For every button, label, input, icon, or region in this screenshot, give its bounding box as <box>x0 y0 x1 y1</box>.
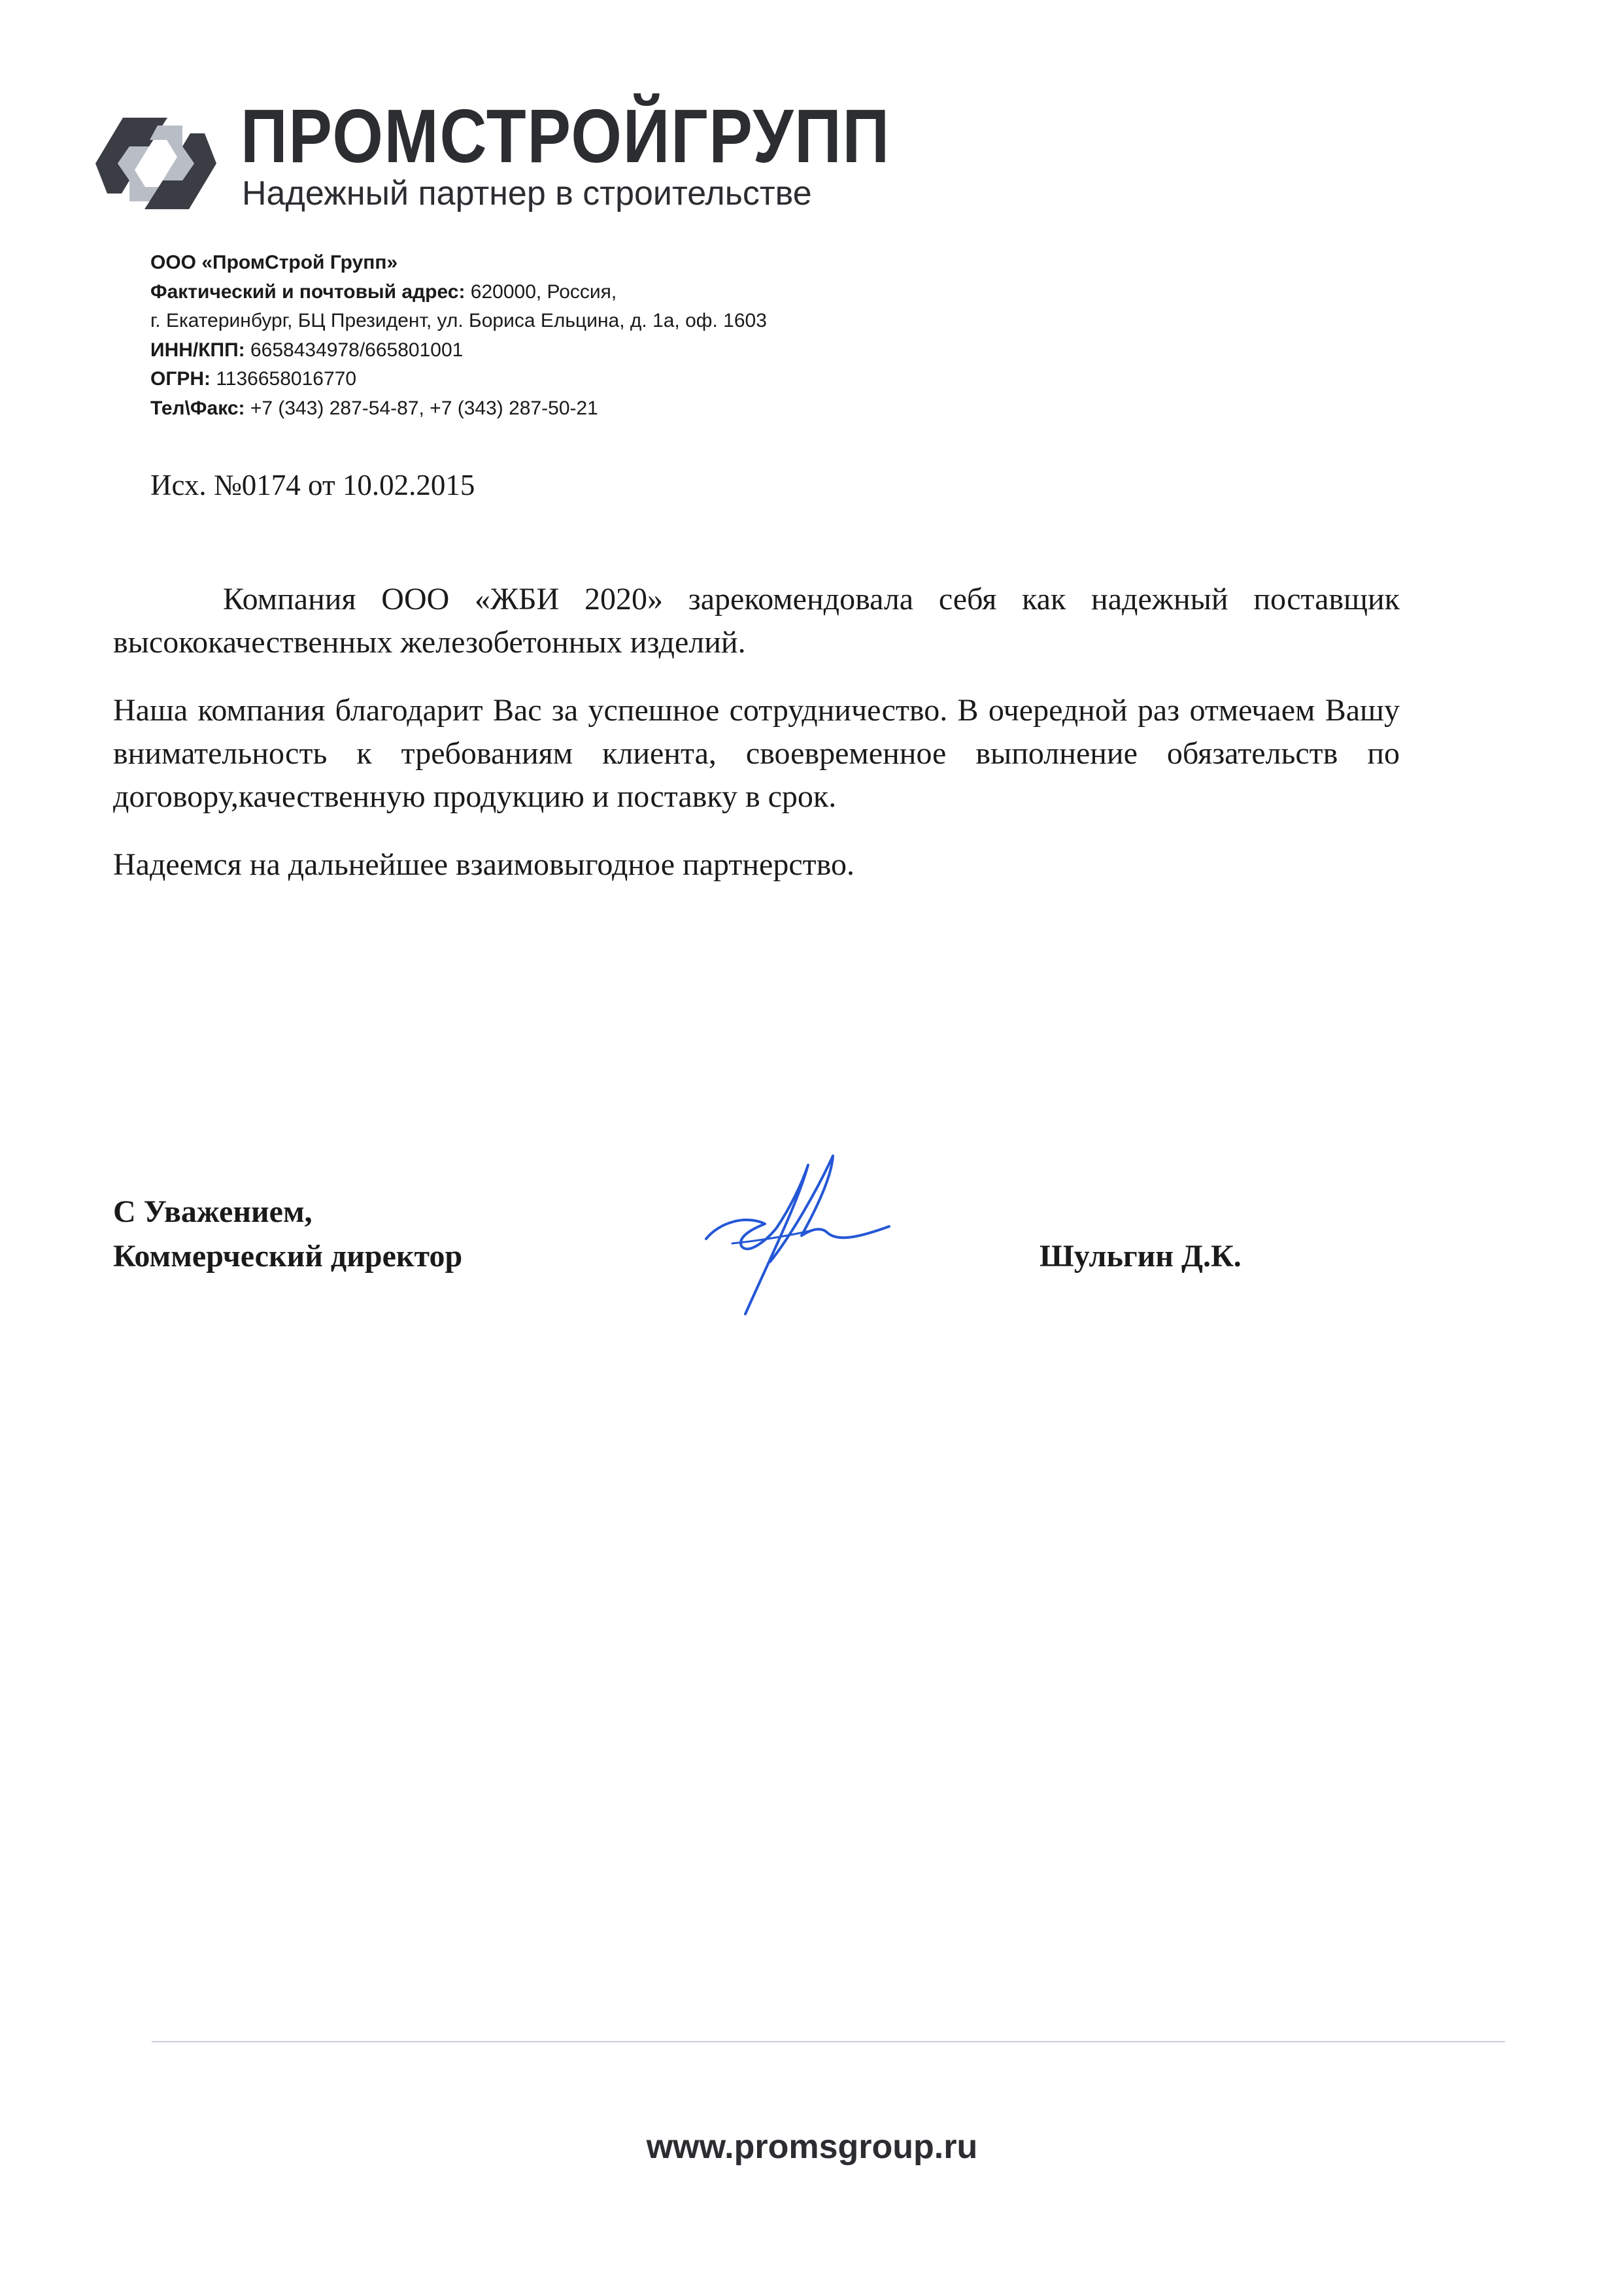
address-value-1: 620000, Россия, <box>465 280 617 303</box>
phone-value: +7 (343) 287-54-87, +7 (343) 287-50-21 <box>245 397 598 419</box>
inn-value: 6658434978/665801001 <box>245 339 464 361</box>
phone-label: Тел\Факс: <box>150 397 245 419</box>
address-label: Фактический и почтовый адрес: <box>150 280 465 303</box>
company-logo-icon <box>89 110 223 218</box>
body-paragraph-3: Надеемся на дальнейшее взаимовыгодное партнерство. <box>113 847 854 882</box>
letter-body <box>113 578 1400 911</box>
footer-website: www.promsgroup.ru <box>646 2128 978 2166</box>
handwritten-signature <box>693 1131 915 1327</box>
brand-name: ПРОМСТРОЙГРУПП <box>241 93 890 178</box>
body-paragraph-2: Наша компания благодарит Вас за успешное сотрудничество. В очередной раз отмечаем Вашу внимательность к требованиям клиента, своевременное выполнение обязательств по договору,качественную продукцию и поставку в срок. <box>113 693 1400 814</box>
ogrn-label: ОГРН: <box>150 368 211 390</box>
inn-label: ИНН/КПП: <box>150 339 245 361</box>
outgoing-reference: Исх. №0174 от 10.02.2015 <box>150 469 475 501</box>
signer-position: Коммерческий директор <box>113 1239 463 1274</box>
closing-regards: С Уважением, <box>113 1194 313 1229</box>
company-name: ООО «ПромСтрой Групп» <box>150 252 398 273</box>
ogrn-value: 1136658016770 <box>211 368 357 390</box>
address-value-2: г. Екатеринбург, БЦ Президент, ул. Бориса Ельцина, д. 1а, оф. 1603 <box>150 310 767 331</box>
brand-tagline: Надежный партнер в строительстве <box>242 175 812 212</box>
body-paragraph-1: Компания ООО «ЖБИ 2020» зарекомендовала себя как надежный поставщик высококачественных железобетонных изделий. <box>113 582 1400 660</box>
company-requisites <box>150 248 767 423</box>
closing-block <box>113 1190 462 1279</box>
signer-name: Шульгин Д.К. <box>1040 1239 1242 1274</box>
footer-divider <box>152 2041 1505 2042</box>
